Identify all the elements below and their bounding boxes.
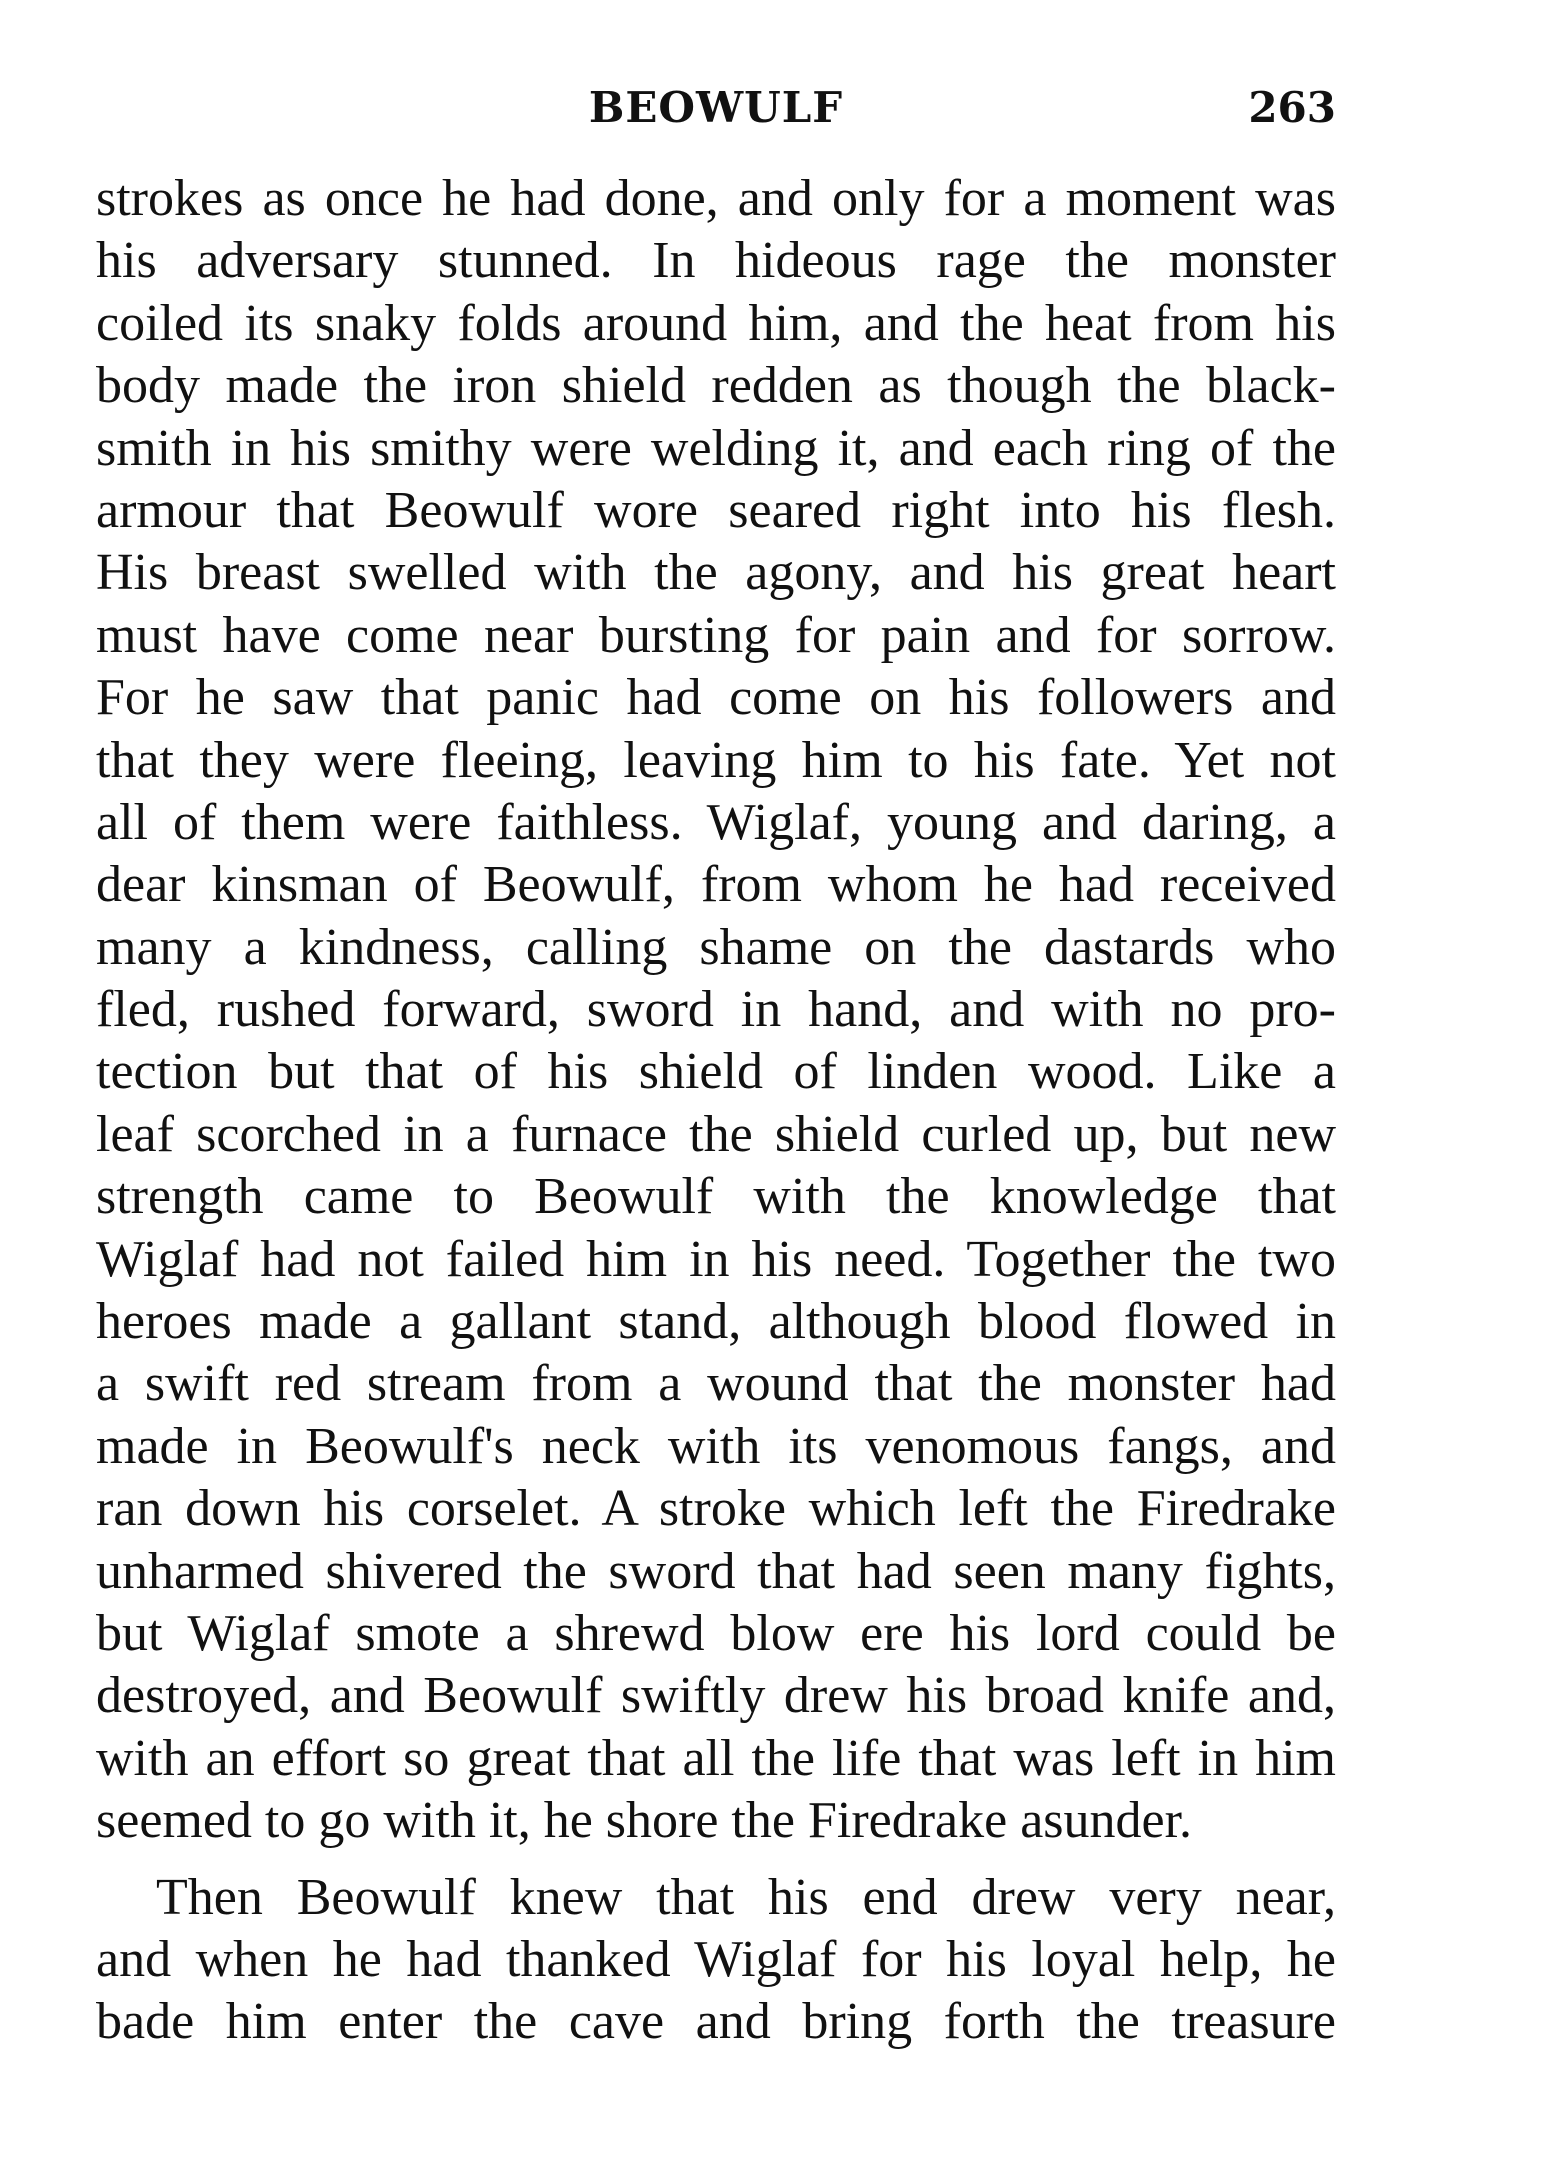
text-line: a swift red stream from a wound that the monster had [96,1355,1336,1413]
page-number: 263 [1248,83,1336,132]
text-line: armour that Beowulf wore seared right into his flesh. [96,481,1336,539]
text-line: body made the iron shield redden as though the black- [96,357,1336,415]
text-line: all of them were faithless. Wiglaf, young and daring, a [96,793,1336,851]
text-line: seemed to go with it, he shore the Firedrake asunder. [96,1792,1193,1850]
text-line: strokes as once he had done, and only for a moment was [96,170,1336,227]
text-line: with an effort so great that all the life that was left in him [96,1729,1336,1787]
text-line: heroes made a gallant stand, although blood flowed in [96,1293,1336,1351]
text-line: strength came to Beowulf with the knowledge that [96,1168,1336,1226]
text-line: ran down his corselet. A stroke which left the Firedrake [96,1480,1336,1538]
paragraph-1 [96,168,1336,1853]
text-line: coiled its snaky folds around him, and the heat from his [96,294,1336,352]
text-line: tection but that of his shield of linden wood. Like a [96,1043,1336,1101]
text-line: dear kinsman of Beowulf, from whom he had received [96,856,1336,914]
text-line: bade him enter the cave and bring forth the treasure [96,1993,1336,2051]
text-line: Wiglaf had not failed him in his need. Together the two [96,1230,1336,1288]
text-line: His breast swelled with the agony, and his great heart [96,544,1336,602]
text-line: smith in his smithy were welding it, and each ring of the [96,419,1336,477]
text-line: leaf scorched in a furnace the shield curled up, but new [96,1105,1336,1163]
text-line: must have come near bursting for pain and for sorrow. [96,606,1336,664]
running-title: BEOWULF [588,83,844,132]
text-line: For he saw that panic had come on his followers and [96,669,1336,727]
text-line: made in Beowulf's neck with its venomous fangs, and [96,1417,1336,1475]
text-line: Then Beowulf knew that his end drew very near, [156,1868,1336,1926]
text-line: and when he had thanked Wiglaf for his loyal help, he [96,1930,1336,1988]
body-text [96,168,1336,2054]
text-line: but Wiglaf smote a shrewd blow ere his lord could be [96,1604,1336,1662]
text-line: his adversary stunned. In hideous rage the monster [96,232,1336,290]
running-head [96,78,1336,138]
text-line: that they were fleeing, leaving him to his fate. Yet not [96,731,1336,789]
paragraph-2 [96,1867,1336,2054]
paragraph-gap [96,1853,1336,1867]
text-line: many a kindness, calling shame on the dastards who [96,918,1336,976]
text-line: destroyed, and Beowulf swiftly drew his broad knife and, [96,1667,1336,1725]
text-line: fled, rushed forward, sword in hand, and with no pro- [96,981,1336,1039]
text-line: unharmed shivered the sword that had seen many fights, [96,1542,1336,1600]
